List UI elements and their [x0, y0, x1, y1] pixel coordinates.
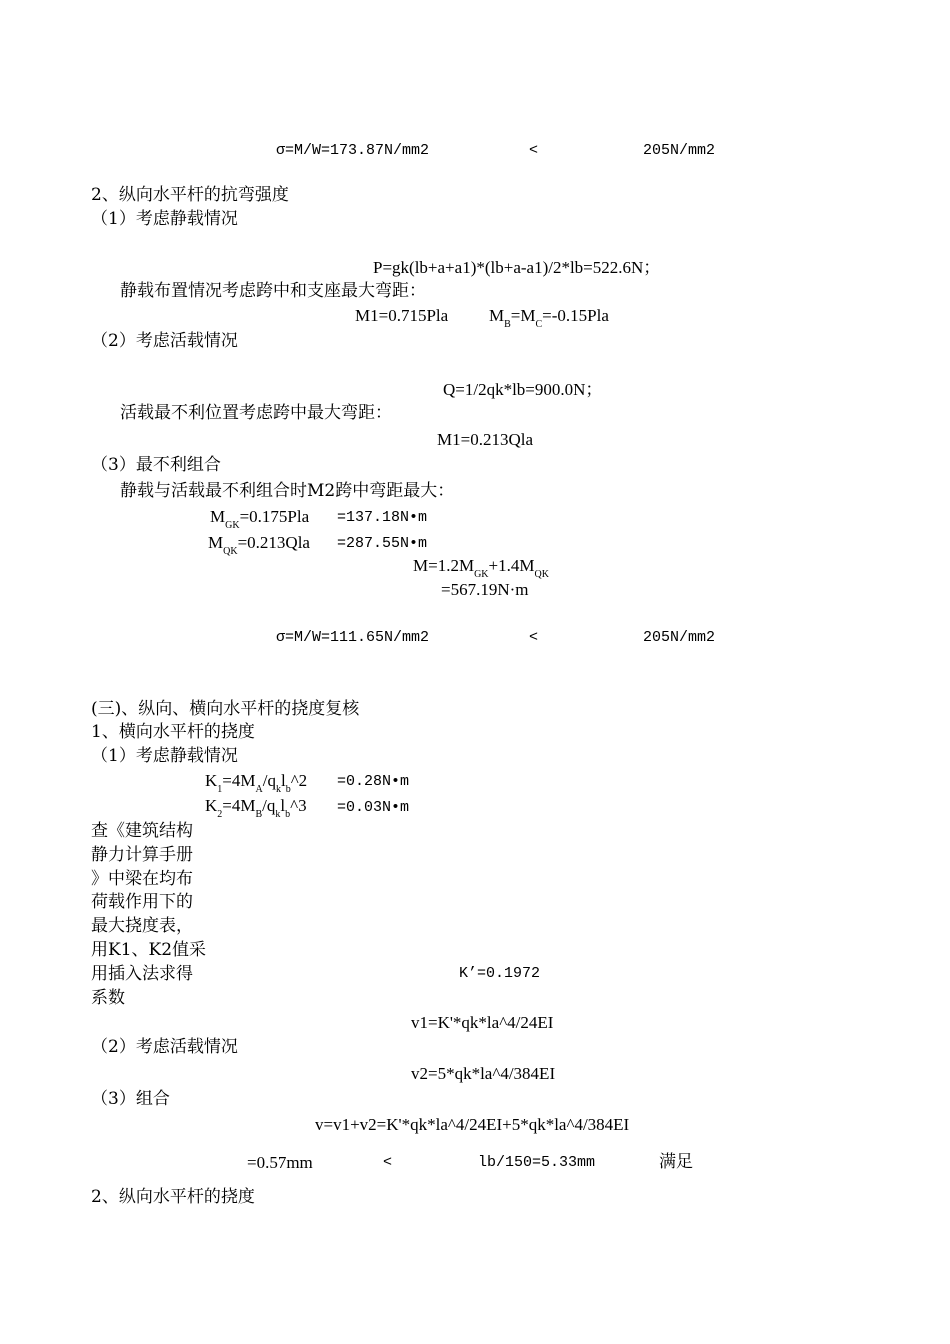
text-line: 静载与活载最不利组合时M2跨中弯距最大： — [120, 481, 455, 501]
moment-value: =287.55N•m — [337, 535, 428, 552]
lookup-line: 用K1、K2值采 — [91, 940, 207, 960]
lookup-line: 荷载作用下的 — [91, 892, 193, 912]
stress-limit: 205N/mm2 — [643, 142, 716, 159]
load-formula: P=gk(lb+a+a1)*(lb+a-a1)/2*lb=522.6N； — [373, 258, 661, 277]
moment-value: =567.19N·m — [441, 580, 529, 599]
less-than-sign: < — [529, 629, 539, 646]
subsection-title: （2）考虑活载情况 — [91, 331, 238, 351]
deflection-formula: v1=K'*qk*la^4/24EI — [411, 1013, 554, 1032]
deflection-formula: v=v1+v2=K'*qk*la^4/24EI+5*qk*la^4/384EI — [315, 1115, 630, 1134]
coefficient-formula: $K_1=4M_A/q_kl_b\^{}2$ — [205, 771, 308, 795]
less-than-sign: < — [383, 1154, 393, 1171]
stress-formula: σ=M/W=111.65N/mm2 — [276, 629, 430, 646]
deflection-value: =0.57mm — [247, 1153, 313, 1172]
less-than-sign: < — [529, 142, 539, 159]
load-formula: Q=1/2qk*lb=900.0N； — [443, 380, 603, 399]
stress-limit: 205N/mm2 — [643, 629, 716, 646]
coefficient-formula: $K_2=4M_B/q_kl_b\^{}3$ — [205, 796, 307, 820]
subsection-title: （3）组合 — [91, 1089, 170, 1109]
moment-formula: $M=1.2M_{GK}+1.4M_{QK}$ — [413, 556, 549, 580]
text-line: 活载最不利位置考虑跨中最大弯距： — [120, 403, 392, 423]
lookup-line: 》中梁在均布 — [91, 869, 193, 889]
check-result: 满足 — [659, 1152, 693, 1172]
section-title: (三)、纵向、横向水平杆的挠度复核 — [91, 699, 360, 719]
lookup-line: 最大挠度表， — [91, 916, 193, 936]
moment-formula: $M_{QK}=0.213Qla$ — [208, 533, 310, 557]
text-line: 静载布置情况考虑跨中和支座最大弯距： — [120, 281, 426, 301]
moment-formula: $M_B=M_C=-0.15Pla$ — [489, 306, 609, 330]
subsection-title: （1）考虑静载情况 — [91, 746, 238, 766]
deflection-limit: lb/150=5.33mm — [478, 1154, 596, 1171]
lookup-line: 用插入法求得 — [91, 964, 193, 984]
coefficient-value: =0.03N•m — [337, 799, 410, 816]
stress-formula: σ=M/W=173.87N/mm2 — [276, 142, 430, 159]
coefficient-value: K’=0.1972 — [459, 965, 541, 982]
moment-value: =137.18N•m — [337, 509, 428, 526]
subsection-title: （1）考虑静载情况 — [91, 209, 238, 229]
moment-formula: M1=0.213Qla — [437, 430, 533, 449]
deflection-formula: v2=5*qk*la^4/384EI — [411, 1064, 556, 1083]
subsection-title: （3）最不利组合 — [91, 455, 221, 475]
moment-formula: M1=0.715Pla — [355, 306, 449, 325]
subsection-title: （2）考虑活载情况 — [91, 1037, 238, 1057]
section-title: 1、横向水平杆的挠度 — [91, 722, 255, 742]
section-title: 2、纵向水平杆的挠度 — [91, 1187, 255, 1207]
coefficient-value: =0.28N•m — [337, 773, 410, 790]
lookup-line: 静力计算手册 — [91, 845, 193, 865]
moment-formula: $M_{GK}=0.175Pla$ — [210, 507, 310, 531]
section-title: 2、纵向水平杆的抗弯强度 — [91, 185, 289, 205]
lookup-line: 系数 — [91, 988, 125, 1008]
lookup-line: 查《建筑结构 — [91, 821, 193, 841]
